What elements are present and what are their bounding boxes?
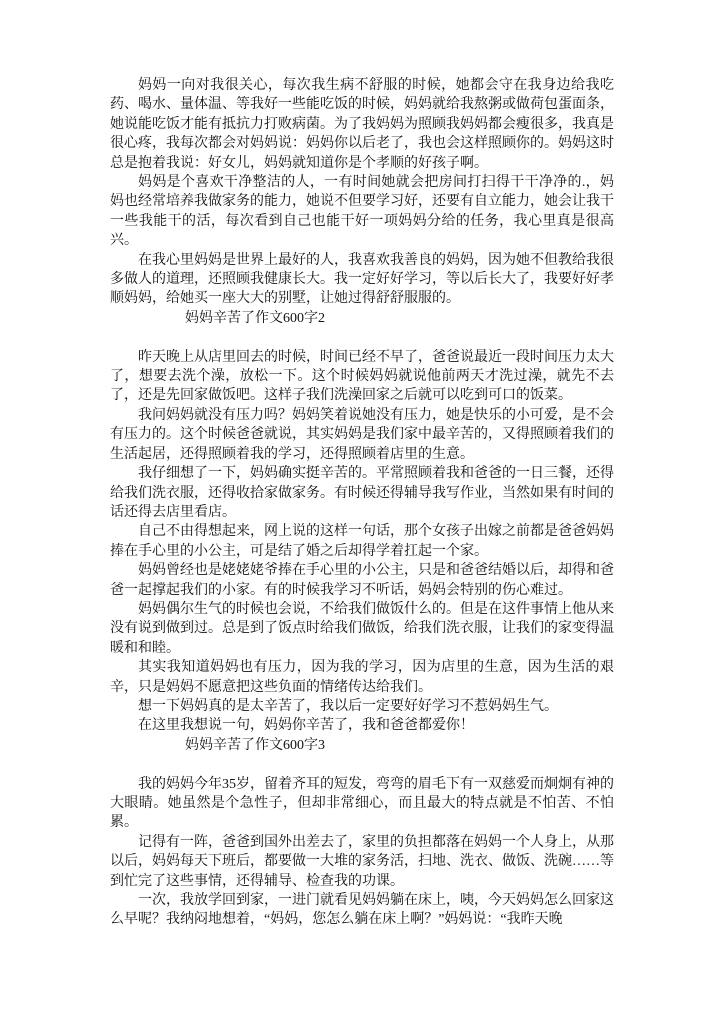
section-heading: 妈妈辛苦了作文600字3 [185,737,325,753]
paragraph: 我的妈妈今年35岁，留着齐耳的短发，弯弯的眉毛下有一双慈爱而炯炯有神的大眼睛。她虽然是个急性子，但却非常细心，而且最大的特点就是不怕苦、不怕累。 [110,776,614,831]
paragraph: 自己不由得想起来，网上说的这样一句话，那个女孩子出嫁之前都是爸爸妈妈捧在手心里的小公主，可是结了婚之后却得学着扛起一个家。 [110,524,614,559]
paragraph: 记得有一阵，爸爸到国外出差去了，家里的负担都落在妈妈一个人身上，从那以后，妈妈每天下班后，都要做一大堆的家务活，扫地、洗衣、做饭、洗碗……等到忙完了这些事情，还得辅导、检查我的功课。 [110,834,614,889]
paragraph: 在我心里妈妈是世界上最好的人，我喜欢我善良的妈妈，因为她不但教给我很多做人的道理，还照顾我健康长大。我一定好好学习，等以后长大了，我要好好孝顺妈妈，给她买一座大大的别墅，让她过得舒舒服服的。 [110,252,614,307]
paragraph: 其实我知道妈妈也有压力，因为我的学习，因为店里的生意，因为生活的艰辛，只是妈妈不愿意把这些负面的情绪传达给我们。 [110,660,614,695]
paragraph: 我问妈妈就没有压力吗？妈妈笑着说她没有压力，她是快乐的小可爱，是不会有压力的。这个时候爸爸就说，其实妈妈是我们家中最辛苦的，又得照顾着我们的生活起居，还得照顾着我的学习，还得照顾着店里的生意。 [110,407,614,462]
blank-line [110,755,614,774]
document-body [110,76,614,930]
paragraph: 一次，我放学回到家，一进门就看见妈妈躺在床上，咦，今天妈妈怎么回家这么早呢？我纳闷地想着，“妈妈，您怎么躺在床上啊？”妈妈说：“我昨天晚 [110,893,614,928]
paragraph: 妈妈一向对我很关心，每次我生病不舒服的时候，她都会守在我身边给我吃药、喝水、量体温、等我好一些能吃饭的时候，妈妈就给我熬粥或做荷包蛋面条，她说能吃饭才能有抵抗力打败病菌。为了我妈妈为照顾我妈妈都会瘦很多，我真是很心疼，我每次都会对妈妈说：妈妈你以后老了，我也会这样照顾你的。妈妈这时总是抱着我说：好女儿，妈妈就知道你是个孝顺的好孩子啊。 [110,78,614,171]
paragraph: 妈妈偶尔生气的时候也会说，不给我们做饭什么的。但是在这件事情上他从来没有说到做到过。总是到了饭点时给我们做饭，给我们洗衣服，让我们的家变得温暖和和睦。 [110,601,614,656]
paragraph: 昨天晚上从店里回去的时候，时间已经不早了，爸爸说最近一段时间压力太大了，想要去洗个澡，放松一下。这个时候妈妈就说他前两天才洗过澡，就先不去了，还是先回家做饭吧。这样子我们洗澡回家之后就可以吃到可口的饭菜。 [110,349,614,404]
paragraph: 在这里我想说一句，妈妈你辛苦了，我和爸爸都爱你！ [138,718,474,734]
paragraph: 妈妈是个喜欢干净整洁的人，一有时间她就会把房间打扫得干干净净的.，妈妈也经常培养我做家务的能力，她说不但要学习好，还要有自立能力，她会让我干一些我能干的活，每次看到自己也能干好一项妈妈分给的任务，我心里真是很高兴。 [110,175,614,249]
paragraph: 想一下妈妈真的是太辛苦了，我以后一定要好好学习不惹妈妈生气。 [138,698,558,714]
paragraph: 我仔细想了一下，妈妈确实挺辛苦的。平常照顾着我和爸爸的一日三餐，还得给我们洗衣服，还得收拾家做家务。有时候还得辅导我写作业，当然如果有时间的话还得去店里看店。 [110,466,614,520]
section-heading: 妈妈辛苦了作文600字2 [185,310,325,326]
blank-line [110,328,614,347]
paragraph: 妈妈曾经也是姥姥姥爷捧在手心里的小公主，只是和爸爸结婚以后，却得和爸爸一起撑起我们的小家。有的时候我学习不听话，妈妈会特别的伤心难过。 [110,563,614,598]
